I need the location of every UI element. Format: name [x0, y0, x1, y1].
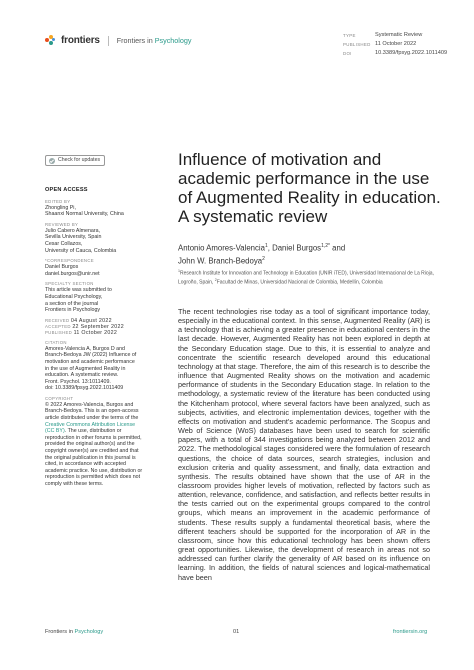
citation	[45, 340, 143, 392]
copyright-text	[45, 402, 143, 488]
page-number: 01	[233, 629, 240, 635]
footer-prefix: Frontiers in	[45, 629, 73, 635]
specialty-section-text: This article was submitted to Educational Psychology, a section of the journal Frontiers in Psychology	[45, 287, 112, 314]
date-row	[45, 330, 143, 336]
journal-title[interactable]	[117, 36, 192, 45]
affiliation-text: Research Institute for Innovation and Technology in Education (UNIR iTED), Universidad Internacional de La Rioja, Logroño, Spain,	[178, 270, 434, 286]
header-divider	[108, 36, 109, 46]
meta-key: TYPE	[343, 33, 356, 38]
date-value: 22 September 2022	[72, 323, 124, 330]
specialty-section-label: SPECIALTY SECTION	[45, 281, 94, 287]
edited-by-text: Zhongling Pi, Shaanxi Normal University, China	[45, 204, 124, 218]
correspondence-label: *CORRESPONDENCE	[45, 258, 94, 264]
date-key: PUBLISHED	[45, 329, 73, 335]
copyright-text-start: © 2022 Amores-Valencia, Burgos and Branch-Bedoya. This is an open-access article distributed under the terms of the	[45, 401, 139, 422]
article-title: Influence of motivation and academic performance in the use of Augmented Reality in education. A systematic review	[178, 150, 441, 226]
copyright	[45, 396, 143, 488]
author-sup: 1	[264, 243, 268, 249]
date-value: 04 August 2022	[70, 317, 112, 324]
author-name[interactable]: John W. Branch-Bedoya	[178, 256, 263, 266]
meta-value: 11 October 2022	[375, 41, 417, 47]
article-meta	[343, 31, 447, 58]
journal-prefix: Frontiers in	[116, 36, 153, 45]
author-sup: 2	[262, 255, 265, 262]
check-updates-button[interactable]	[45, 155, 105, 166]
affiliation-text: Facultad de Minas, Universidad Nacional de Colombia, Medellín, Colombia	[216, 279, 383, 286]
author-name[interactable]: Daniel Burgos	[272, 243, 322, 253]
footer-journal[interactable]	[45, 629, 103, 635]
affiliations	[178, 268, 438, 286]
meta-key: PUBLISHED	[343, 42, 371, 47]
sidebar	[45, 155, 143, 492]
doi-link[interactable]: 10.3389/fpsyg.2022.1011409	[375, 50, 448, 56]
copyright-label: COPYRIGHT	[45, 395, 74, 401]
edited-by-label: EDITED BY	[45, 198, 71, 204]
check-updates-label: Check for updates	[58, 157, 101, 164]
date-value: 11 October 2022	[73, 329, 118, 336]
author-sep: ,	[267, 243, 270, 253]
citation-label: CITATION	[45, 339, 67, 345]
frontiers-logo-icon	[45, 35, 56, 46]
journal-header	[45, 35, 191, 46]
brand-name[interactable]: frontiers	[61, 35, 100, 46]
site-link[interactable]: frontiersin.org	[393, 629, 428, 635]
edited-by	[45, 199, 143, 218]
journal-name: Psychology	[154, 36, 192, 45]
license-link[interactable]: Creative Commons Attribution License (CC BY)	[45, 421, 136, 435]
date-key: ACCEPTED	[45, 323, 71, 329]
reviewed-by	[45, 222, 143, 254]
copyright-text-end: . The use, distribution or reproduction in other forums is permitted, provided the original author(s) and the copyright owner(s) are credited and that the original publication in this journal is cited, in accordance with accepted academic practice. No use, distribution or reproduction is permitted which does not comply with these terms.	[45, 428, 143, 487]
correspondence-text[interactable]: Daniel Burgos daniel.burgos@unir.net	[45, 264, 100, 277]
date-key: RECEIVED	[45, 317, 70, 323]
author-sup: 1,2*	[321, 243, 330, 249]
reviewed-by-label: REVIEWED BY	[45, 221, 79, 227]
meta-key: DOI	[343, 51, 352, 56]
author-sep: and	[329, 243, 346, 253]
meta-value: Systematic Review	[375, 32, 423, 38]
affiliation-sup: 2	[214, 278, 217, 283]
meta-published	[343, 40, 447, 49]
specialty-section	[45, 281, 143, 313]
author-name[interactable]: Antonio Amores-Valencia	[178, 243, 265, 253]
check-icon	[49, 158, 55, 164]
citation-text: Amores-Valencia A, Burgos D and Branch-Bedoya JW (2022) Influence of motivation and academic performance in the use of Augmented Reality in education. A systematic review. Front. Psychol. 13:1011409. doi: 10.3389/fpsyg.2022.1011409	[45, 345, 137, 392]
dates	[45, 318, 143, 336]
correspondence	[45, 258, 143, 277]
meta-doi	[343, 49, 447, 58]
author-list	[178, 241, 448, 266]
footer-journal-name: Psychology	[74, 629, 104, 635]
meta-type	[343, 31, 447, 40]
reviewed-by-text: Julio Cabero Almenara, Sevilla University, Spain Cesar Collazos, University of Cauca, Colombia	[45, 227, 117, 254]
affiliation-sup: 1	[178, 269, 180, 273]
open-access-label: OPEN ACCESS	[45, 187, 88, 193]
abstract: The recent technologies rise today as a tool of significant importance today, especially in the educational context. In this sense, Augmented Reality (AR) is a technology that is achieving a greater presence in educational centers in the last decade. However, Augmented Reality has not been explored in depth at the Secondary Education stage. Due to this, it is essential to analyze and concentrate the scientific research developed around this educational technology at that stage. Therefore, the aim of this research is to describe the influence that Augmented Reality shows on the motivation and academic performance of students in the Secondary Education stage. In relation to the methodology, a systematic review of the literature has been conducted using the Kitchenham protocol, where several factors have been analyzed, such as subjects, activities, and electronic implementation devices, together with the effects on motivation and student's academic performance. The Scopus and Web of Science (WoS) databases have been used to search for scientific papers, with a total of 344 investigations being analyzed between 2012 and 2022. The methodological stages considered were the formulation of research questions, the choice of data sources, search strategies, inclusion and exclusion criteria and quality assessment, and finally, data extraction and synthesis. The results obtained have shown that the use of AR in the classroom provides higher levels of motivation, reflected by factors such as attention, relevance, confidence, and satisfaction, and reflects better results in the tests carried out on the experimental groups compared to the control groups, which means an improvement in the academic performance of students. These results supply a fundamental theoretical basis, where the different teachers should be supported for the incorporation of AR in the classroom, since how this educational technology has been shown offers great opportunities. Likewise, the development of research in areas not so addressed can further clarify the generality of AR based on its influence on learning. In addition, the fields of natural sciences and logical-mathematical have been	[178, 307, 430, 582]
